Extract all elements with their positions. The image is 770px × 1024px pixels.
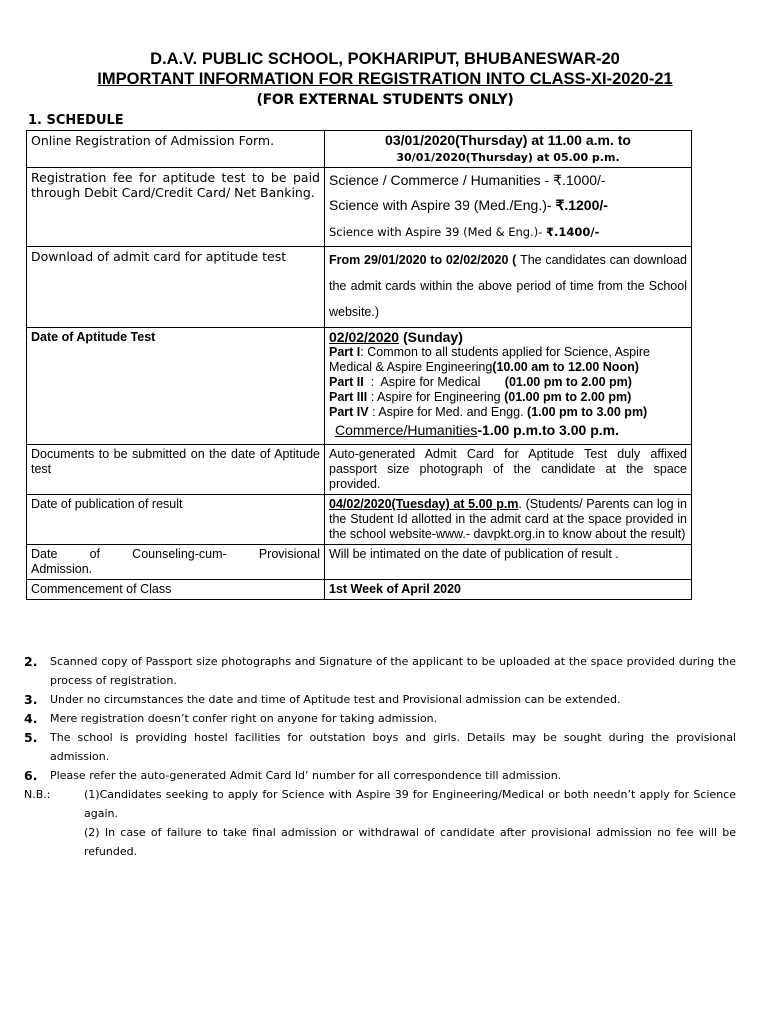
part-2-label: Part II [329, 375, 364, 389]
schedule-value-commencement: 1st Week of April 2020 [325, 580, 692, 600]
table-row [27, 131, 692, 168]
schedule-value-documents: Auto-generated Admit Card for Aptitude Test duly affixed passport size photograph of the candidate at the space provided. [325, 445, 692, 495]
schedule-label-documents: Documents to be submitted on the date of Aptitude test [27, 445, 325, 495]
schedule-label-aptitude-test: Date of Aptitude Test [27, 328, 325, 445]
note-number: 4. [24, 711, 38, 726]
fee-aspire-both-amount: ₹.1400/- [546, 225, 600, 239]
nb-note-2: (2) In case of failure to take final admission or withdrawal of candidate after provisional admission no fee will be refunded. [84, 826, 736, 858]
document-title: IMPORTANT INFORMATION FOR REGISTRATION INTO CLASS-XI-2020-21 [97, 70, 673, 88]
admit-card-dates: From 29/01/2020 to 02/02/2020 ( [329, 253, 521, 267]
schedule-value-counseling: Will be intimated on the date of publication of result . [325, 545, 692, 580]
schedule-value-admit-card [325, 247, 692, 328]
part-1-label: Part I [329, 345, 361, 359]
fee-aspire-both-label: Science with Aspire 39 (Med & Eng.)- [329, 225, 547, 239]
nb-note-1: (1)Candidates seeking to apply for Science with Aspire 39 for Engineering/Medical or both needn’t apply for Science again. [84, 788, 736, 820]
schedule-label-result: Date of publication of result [27, 495, 325, 545]
part-3-time: (01.00 pm to 2.00 pm) [504, 390, 632, 404]
note-text: Please refer the auto-generated Admit Card Id’ number for all correspondence till admission. [50, 769, 562, 782]
part-4-time: (1.00 pm to 3.00 pm) [527, 405, 648, 419]
result-note: . (Students/ Parents can log in the Student Id allotted in the admit card at the space provided in the school website-www.- davpkt.org.in to know about the result) [329, 497, 687, 541]
nb-label: N.B.: [24, 788, 51, 801]
part-4-desc: : Aspire for Med. and Engg. [368, 405, 528, 419]
notes-list [24, 652, 736, 861]
table-row [27, 247, 692, 328]
result-date: 04/02/2020(Tuesday) at 5.00 p.m [329, 497, 519, 511]
schedule-label-admit-card: Download of admit card for aptitude test [27, 247, 325, 328]
note-text: Scanned copy of Passport size photographs and Signature of the applicant to be uploaded at the space provided during the process of registration. [50, 655, 736, 687]
part-2-time: (01.00 pm to 2.00 pm) [504, 375, 632, 389]
schedule-label-registration-fee: Registration fee for aptitude test to be paid through Debit Card/Credit Card/ Net Banking. [27, 168, 325, 247]
part-4-label: Part IV [329, 405, 369, 419]
list-item [24, 709, 736, 728]
schedule-label-online-registration: Online Registration of Admission Form. [27, 131, 325, 168]
schedule-value-online-registration [325, 131, 692, 168]
part-1-time: (10.00 am to 12.00 Noon) [492, 360, 639, 374]
note-number: 2. [24, 654, 38, 669]
part-3-desc: : Aspire for Engineering [367, 390, 505, 404]
part-1-desc: : Common to all students applied for Science, Aspire Medical & Aspire Engineering [329, 345, 650, 374]
schedule-section-heading: 1. SCHEDULE [28, 113, 124, 128]
document-subtitle: (FOR EXTERNAL STUDENTS ONLY) [256, 92, 514, 108]
list-item [24, 766, 736, 785]
table-row [27, 328, 692, 445]
list-item [24, 690, 736, 709]
schedule-value-registration-fee [325, 168, 692, 247]
school-name-heading: D.A.V. PUBLIC SCHOOL, POKHARIPUT, BHUBANESWAR-20 [150, 50, 620, 68]
test-date: 02/02/2020 [329, 329, 400, 345]
list-item [24, 652, 736, 690]
admit-card-note: The candidates can download the admit cards within the above period of time from the School website.) [329, 253, 687, 319]
note-text: Under no circumstances the date and time of Aptitude test and Provisional admission can be extended. [50, 693, 621, 706]
schedule-table [26, 130, 692, 600]
fee-general: Science / Commerce / Humanities - ₹.1000/- [329, 172, 606, 188]
fee-aspire-single-amount: ₹.1200/- [555, 197, 608, 213]
registration-start: 03/01/2020(Thursday) at 11.00 a.m. to [385, 132, 631, 148]
registration-end: 30/01/2020(Thursday) at 05.00 p.m. [396, 151, 620, 164]
test-day: (Sunday) [399, 329, 463, 345]
table-row [27, 445, 692, 495]
note-number: 3. [24, 692, 38, 707]
note-number: 5. [24, 730, 38, 745]
note-text: Mere registration doesn’t confer right on anyone for taking admission. [50, 712, 438, 725]
nb-note [24, 785, 736, 823]
commerce-humanities-time: -1.00 p.m.to 3.00 p.m. [477, 422, 619, 438]
table-row [27, 495, 692, 545]
part-2-desc: : Aspire for Medical [363, 375, 505, 389]
part-3-label: Part III [329, 390, 368, 404]
schedule-value-result [325, 495, 692, 545]
table-row [27, 168, 692, 247]
table-row [27, 580, 692, 600]
commerce-humanities-label: Commerce/Humanities [335, 422, 478, 438]
note-text: The school is providing hostel facilities for outstation boys and girls. Details may be sought during the provisional admission. [50, 731, 736, 763]
note-number: 6. [24, 768, 38, 783]
list-item [24, 728, 736, 766]
fee-aspire-single-label: Science with Aspire 39 (Med./Eng.)- [329, 197, 556, 213]
schedule-label-commencement: Commencement of Class [27, 580, 325, 600]
schedule-value-aptitude-test [325, 328, 692, 445]
schedule-label-counseling: Date of Counseling-cum- Provisional Admission. [27, 545, 325, 580]
table-row [27, 545, 692, 580]
